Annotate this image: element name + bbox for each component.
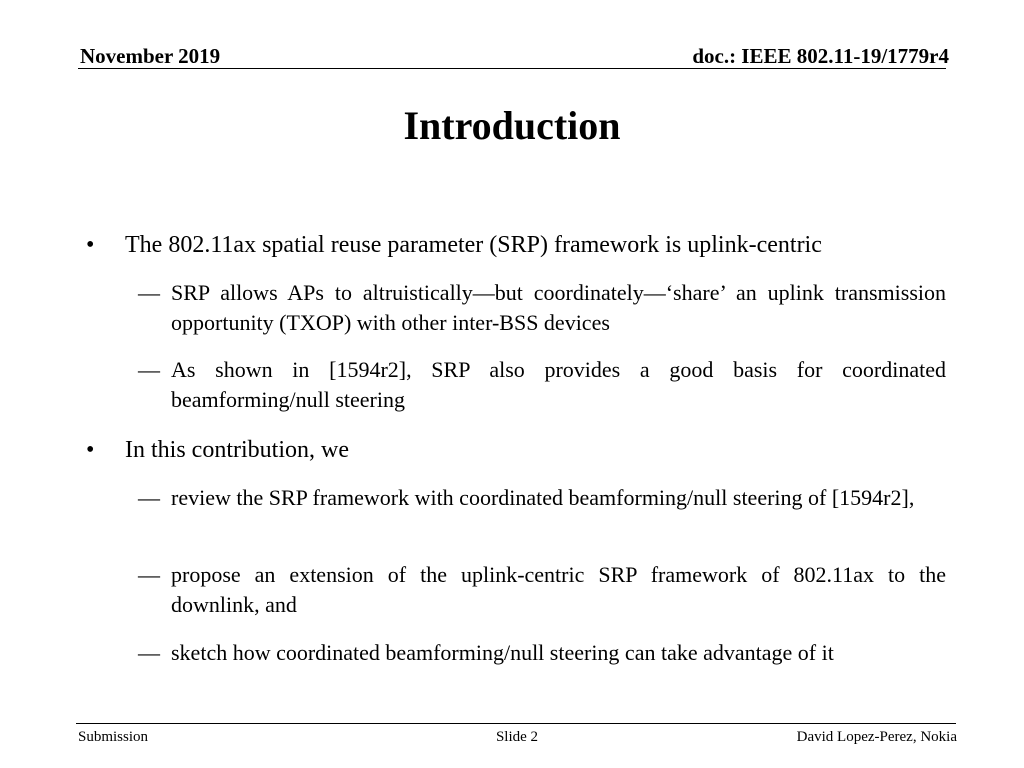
header-divider bbox=[78, 68, 946, 69]
footer-author: David Lopez-Perez, Nokia bbox=[796, 729, 957, 745]
header-date: November 2019 bbox=[80, 44, 221, 68]
sub-bullet-text: review the SRP framework with coordinated beamforming/null steering of [1594r2], bbox=[171, 485, 915, 510]
sub-bullet-marker: — bbox=[138, 280, 160, 305]
sub-bullet-text: SRP allows APs to altruistically—but coordinately—‘share’ an uplink transmission opportunity (TXOP) with other inter-BSS devices bbox=[171, 280, 946, 335]
sub-bullet-text: sketch how coordinated beamforming/null steering can take advantage of it bbox=[171, 640, 834, 665]
sub-bullet-marker: — bbox=[138, 640, 160, 665]
header-doc-id: doc.: IEEE 802.11-19/1779r4 bbox=[692, 44, 949, 68]
footer-divider bbox=[76, 723, 956, 724]
bullet-text: In this contribution, we bbox=[125, 437, 349, 463]
bullet-marker: • bbox=[86, 437, 95, 463]
slide-title: Introduction bbox=[403, 103, 621, 148]
sub-bullet-text: As shown in [1594r2], SRP also provides a good basis for coordinated beamforming/null steering bbox=[171, 357, 946, 412]
sub-bullet-marker: — bbox=[138, 562, 160, 587]
footer-slide-number: Slide 2 bbox=[495, 729, 539, 745]
bullet-text: The 802.11ax spatial reuse parameter (SRP) framework is uplink-centric bbox=[125, 232, 822, 258]
sub-bullet-marker: — bbox=[138, 485, 160, 510]
sub-bullet-text: propose an extension of the uplink-centric SRP framework of 802.11ax to the downlink, and bbox=[171, 562, 946, 617]
footer-submission: Submission bbox=[78, 729, 149, 745]
sub-bullet-marker: — bbox=[138, 357, 160, 382]
bullet-marker: • bbox=[86, 232, 95, 258]
